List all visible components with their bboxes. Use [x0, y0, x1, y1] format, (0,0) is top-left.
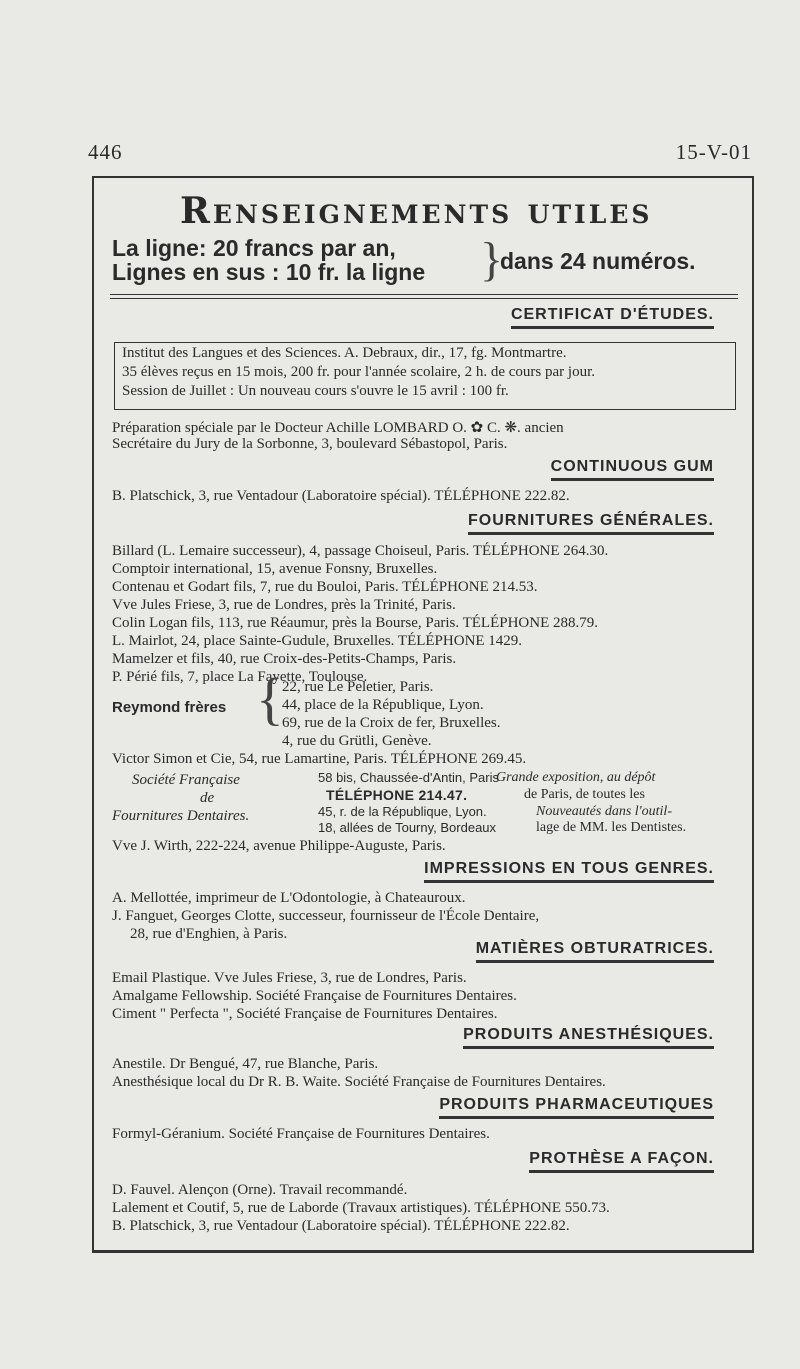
- reymond-address: 4, rue du Grütli, Genève.: [282, 733, 432, 749]
- section-heading-certificat: [511, 306, 714, 329]
- sfd-note: Nouveautés dans l'outil-: [536, 804, 672, 819]
- text: Amalgame Fellowship. Société Française de Fournitures Dentaires.: [112, 988, 517, 1004]
- brace-icon: }: [480, 233, 504, 286]
- certificat-line: [122, 383, 509, 400]
- entry-line: [112, 908, 539, 925]
- section-title: CERTIFICAT D'ÉTUDES.: [510, 306, 714, 323]
- rate-line-2: Lignes en sus : 10 fr. la ligne: [112, 259, 426, 285]
- entry-line: [112, 543, 608, 560]
- reymond-address: 44, place de la République, Lyon.: [282, 697, 484, 713]
- entry-line: [112, 651, 456, 668]
- section-heading-impressions: [424, 860, 714, 883]
- reymond-address: 22, rue Le Peletier, Paris.: [282, 679, 434, 695]
- reymond-label: Reymond frères: [112, 699, 227, 716]
- entry-line: [112, 633, 522, 650]
- entry-line: [112, 615, 598, 632]
- section-heading-pharmaceutiques: [439, 1096, 714, 1119]
- text: Mamelzer et fils, 40, rue Croix-des-Petits-Champs, Paris.: [112, 651, 457, 667]
- entry-line: [112, 579, 538, 596]
- page-title: Renseignements utiles: [180, 190, 653, 232]
- text: Billard (L. Lemaire successeur), 4, passage Choiseul, Paris. TÉLÉPHONE 264.30.: [112, 543, 609, 559]
- text: 35 élèves reçus en 15 mois, 200 fr. pour l'année scolaire, 2 h. de cours par jour.: [122, 364, 595, 380]
- text: Vve Jules Friese, 3, rue de Londres, près la Trinité, Paris.: [112, 597, 456, 613]
- entry-line: [112, 751, 526, 768]
- text: A. Mellottée, imprimeur de L'Odontologie, à Chateauroux.: [112, 890, 466, 906]
- section-title: FOURNITURES GÉNÉRALES.: [467, 512, 714, 529]
- sfd-label: Fournitures Dentaires.: [112, 808, 250, 824]
- text: Institut des Langues et des Sciences. A. Debraux, dir., 17, fg. Montmartre.: [122, 345, 567, 361]
- page-number: 446: [88, 140, 123, 164]
- section-title: PRODUITS ANESTHÉSIQUES.: [463, 1026, 714, 1043]
- entry-line: [112, 488, 570, 505]
- issue-date: 15-V-01: [675, 140, 752, 164]
- text: Email Plastique. Vve Jules Friese, 3, rue de Londres, Paris.: [112, 970, 467, 986]
- entry-line: [112, 561, 437, 578]
- text: Anestile. Dr Bengué, 47, rue Blanche, Paris.: [112, 1056, 379, 1072]
- text: 28, rue d'Enghien, à Paris.: [130, 926, 288, 942]
- preparation-line: [112, 418, 564, 437]
- section-title: MATIÈRES OBTURATRICES.: [475, 940, 714, 957]
- rate-line-1: La ligne: 20 francs par an,: [112, 235, 396, 261]
- text: Contenau et Godart fils, 7, rue du Bouloi, Paris. TÉLÉPHONE 214.53.: [112, 579, 538, 595]
- text: Anesthésique local du Dr R. B. Waite. Société Française de Fournitures Dentaires.: [112, 1074, 606, 1090]
- text: B. Platschick, 3, rue Ventadour (Laboratoire spécial). TÉLÉPHONE 222.82.: [112, 1218, 570, 1234]
- text: Ciment " Perfecta ", Société Française de Fournitures Dentaires.: [112, 1006, 498, 1022]
- sfd-address: 18, allées de Tourny, Bordeaux: [318, 820, 497, 835]
- section-title: PRODUITS PHARMACEUTIQUES: [439, 1096, 714, 1113]
- text: Vve J. Wirth, 222-224, avenue Philippe-Auguste, Paris.: [112, 838, 446, 854]
- preparation-line: [112, 436, 507, 453]
- entry-line: [112, 838, 446, 855]
- entry-line: [130, 926, 287, 943]
- text: Comptoir international, 15, avenue Fonsny, Bruxelles.: [112, 561, 438, 577]
- section-heading-anesthesiques: [463, 1026, 714, 1049]
- text: Préparation spéciale par le Docteur Achille LOMBARD O. ✿ C. ❋. ancien: [112, 420, 564, 436]
- text: Colin Logan fils, 113, rue Réaumur, près la Bourse, Paris. TÉLÉPHONE 288.79.: [112, 615, 598, 631]
- text: D. Fauvel. Alençon (Orne). Travail recommandé.: [112, 1182, 408, 1198]
- text: J. Fanguet, Georges Clotte, successeur, fournisseur de l'École Dentaire,: [112, 908, 540, 924]
- section-title: CONTINUOUS GUM: [550, 458, 714, 475]
- entry-line: [112, 988, 517, 1005]
- text: Formyl-Géranium. Société Française de Fournitures Dentaires.: [112, 1126, 490, 1142]
- sfd-address: 58 bis, Chaussée-d'Antin, Paris: [318, 770, 499, 785]
- section-heading-gum: [551, 458, 714, 481]
- section-heading-obturatrices: [476, 940, 714, 963]
- entry-line: [112, 890, 465, 907]
- reymond-address: 69, rue de la Croix de fer, Bruxelles.: [282, 715, 501, 731]
- entry-line: [112, 970, 467, 987]
- sfd-label: de: [200, 790, 215, 806]
- sfd-note: lage de MM. les Dentistes.: [536, 820, 687, 835]
- divider: [110, 294, 738, 295]
- entry-line: [112, 1182, 407, 1199]
- section-heading-prothese: [529, 1150, 714, 1173]
- sfd-label: Société Française: [132, 772, 240, 788]
- section-title: IMPRESSIONS EN TOUS GENRES.: [424, 860, 714, 877]
- entry-line: [112, 1006, 497, 1023]
- certificat-line: [122, 364, 595, 381]
- section-heading-fournitures: [468, 512, 714, 535]
- entry-line: [112, 1074, 606, 1091]
- section-title: PROTHÈSE A FAÇON.: [529, 1150, 714, 1167]
- divider: [110, 298, 738, 299]
- entry-line: [112, 1126, 490, 1143]
- text: Secrétaire du Jury de la Sorbonne, 3, boulevard Sébastopol, Paris.: [112, 436, 508, 452]
- text: Lalement et Coutif, 5, rue de Laborde (Travaux artistiques). TÉLÉPHONE 550.73.: [112, 1200, 610, 1216]
- rate-period: dans 24 numéros.: [500, 248, 696, 274]
- entry-line: [112, 1218, 570, 1235]
- certificat-line: [122, 345, 567, 362]
- text: B. Platschick, 3, rue Ventadour (Laboratoire spécial). TÉLÉPHONE 222.82.: [112, 488, 570, 504]
- sfd-address: 45, r. de la République, Lyon.: [318, 804, 487, 819]
- entry-line: [112, 597, 456, 614]
- text: Victor Simon et Cie, 54, rue Lamartine, Paris. TÉLÉPHONE 269.45.: [112, 751, 527, 767]
- text: Session de Juillet : Un nouveau cours s'ouvre le 15 avril : 100 fr.: [122, 383, 509, 399]
- sfd-note: Grande exposition, au dépôt: [496, 770, 656, 785]
- entry-line: [112, 1056, 378, 1073]
- brace-icon: {: [256, 666, 284, 731]
- entry-line: [112, 1200, 610, 1217]
- text: P. Périé fils, 7, place La Fayette, Toulouse.: [112, 669, 368, 685]
- text: L. Mairlot, 24, place Sainte-Gudule, Bruxelles. TÉLÉPHONE 1429.: [112, 633, 523, 649]
- sfd-note: de Paris, de toutes les: [524, 787, 645, 802]
- sfd-phone: TÉLÉPHONE 214.47.: [326, 787, 468, 803]
